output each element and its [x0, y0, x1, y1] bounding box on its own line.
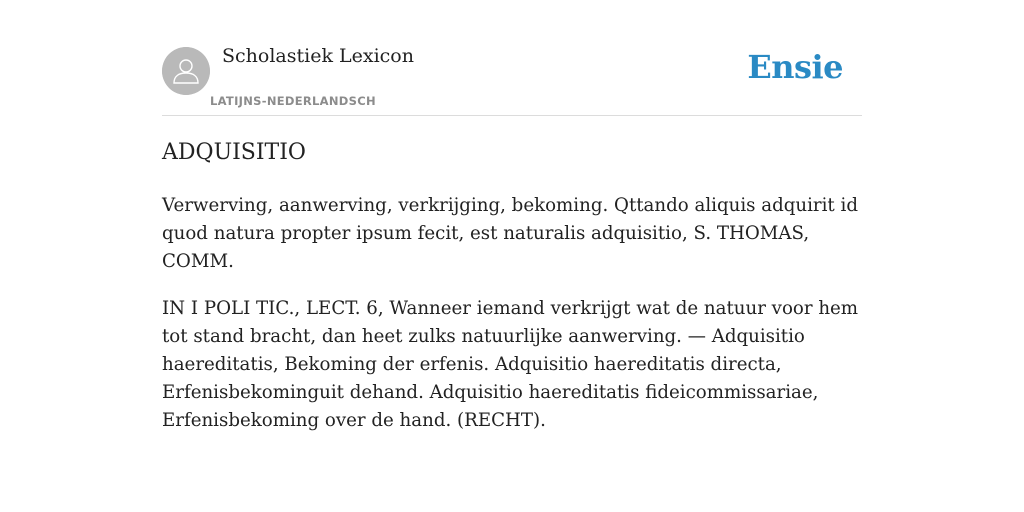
site-subtitle: LATIJNS-NEDERLANDSCH — [210, 94, 376, 108]
page-container — [162, 0, 862, 431]
user-avatar-icon[interactable] — [162, 47, 210, 95]
brand-logo-link[interactable]: Ensie — [747, 48, 843, 86]
user-silhouette-icon — [162, 47, 210, 95]
entry-title: ADQUISITIO — [162, 140, 306, 165]
entry-body — [162, 192, 862, 454]
site-title-link[interactable]: Scholastiek Lexicon — [222, 45, 414, 67]
header — [162, 0, 862, 116]
entry-paragraph: IN I POLI TIC., LECT. 6, Wanneer iemand verkrijgt wat de natuur voor hem tot stand bracht, dan heet zulks natuurlijke aanwerving. — Adquisitio haereditatis, Bekoming der erfenis. Adquisitio haereditatis directa, Erfenisbekominguit dehand. Adquisitio haereditatis fideicommissariae, Erfenisbekoming over de hand. (RECHT). — [162, 298, 859, 431]
entry-paragraph: Verwerving, aanwerving, verkrijging, bekoming. Qttando aliquis adquirit id quod natura propter ipsum fecit, est naturalis adquisitio, S. THOMAS, COMM. — [162, 195, 858, 272]
